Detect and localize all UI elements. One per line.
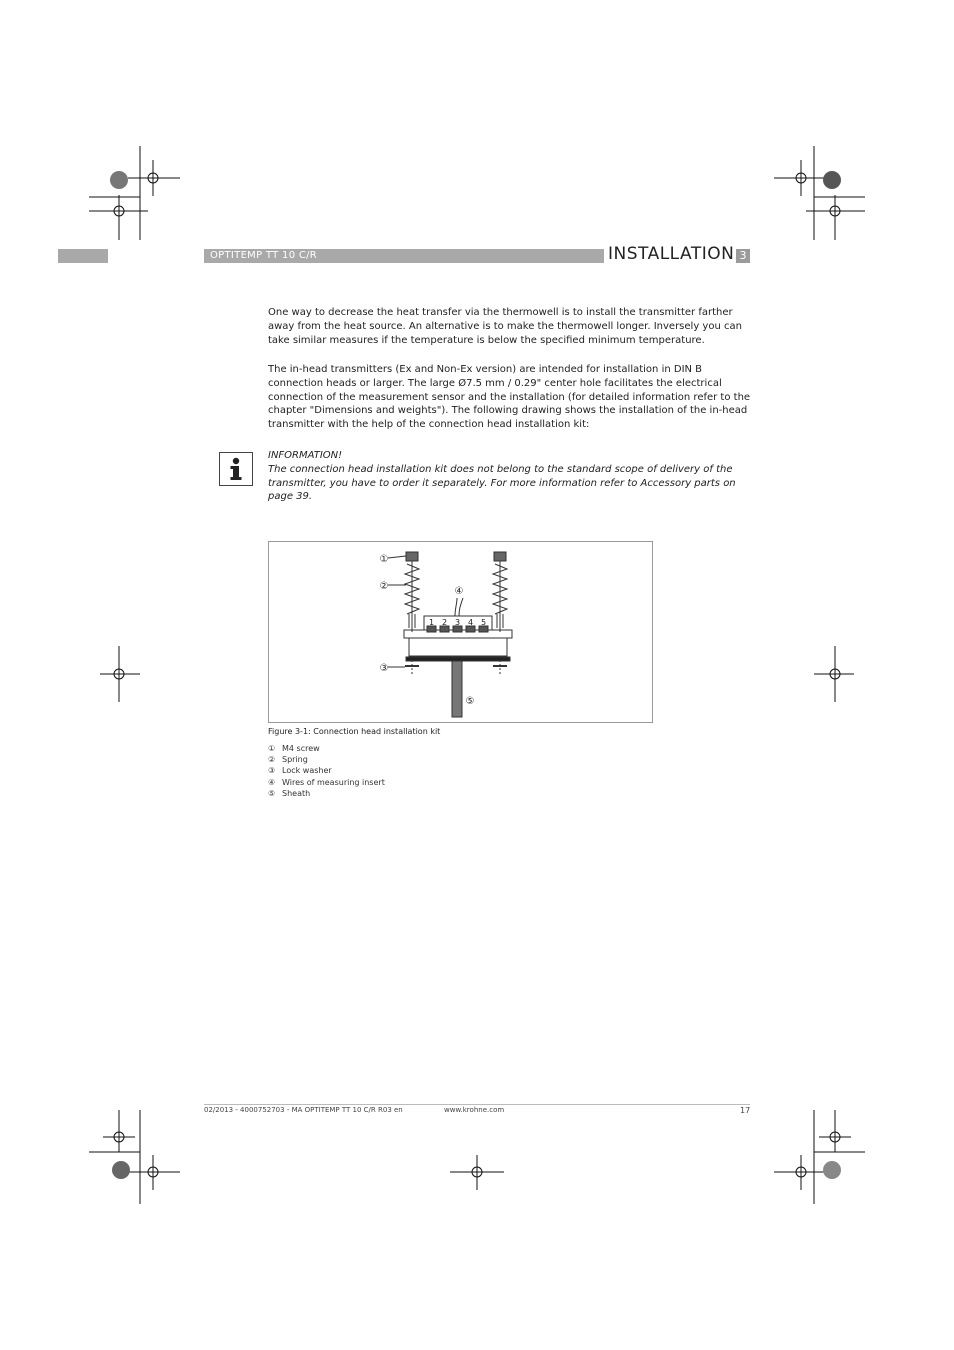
installation-kit-drawing [269,542,652,722]
info-title: INFORMATION! [268,450,343,461]
paragraph-1: One way to decrease the heat transfer via the thermowell is to install the transmitter farther away from the heat source. An alternative is to make the thermowell longer. Inversely you can take similar measures if the temperature is below the specified minimum temperature. [268,307,742,346]
footer-website[interactable]: www.krohne.com [444,1106,505,1114]
figure-frame [268,541,653,723]
callout-4: ④ [454,586,464,597]
legend-item [268,777,385,788]
callout-2: ② [379,581,389,592]
legend-item [268,765,385,776]
legend-label: Wires of measuring insert [282,777,385,787]
legend-label: Lock washer [282,766,332,776]
footer-doc-id: 02/2013 - 4000752703 - MA OPTITEMP TT 10 C/R R03 en [204,1106,403,1114]
callout-3: ③ [379,663,389,674]
figure-caption: Figure 3-1: Connection head installation kit [268,727,441,736]
legend-item [268,788,385,799]
legend-label: Spring [282,755,308,765]
legend-label: M4 screw [282,744,320,753]
legend-label: Sheath [282,788,311,798]
header-section-number: 3 [736,249,750,263]
legend-number: ① [268,744,276,753]
terminal-label: 1 [428,618,435,627]
header-section-title: INSTALLATION [608,244,735,264]
figure-legend [268,743,385,799]
info-icon [219,452,253,486]
header-product-name: OPTITEMP TT 10 C/R [210,250,318,261]
legend-item [268,743,385,754]
callout-1: ① [379,554,389,565]
footer-rule [204,1104,750,1105]
terminal-label: 2 [441,618,448,627]
callout-5: ⑤ [465,696,475,707]
footer-page-number: 17 [740,1106,751,1115]
legend-number: ② [268,755,276,765]
legend-number: ④ [268,777,276,787]
terminal-label: 3 [454,618,461,627]
terminal-label: 4 [467,618,474,627]
header-bar-left [58,249,108,263]
info-note [268,449,748,504]
info-body: The connection head installation kit does not belong to the standard scope of delivery of the transmitter, you have to order it separately. For more information refer to Accessory parts on page 39. [268,463,736,503]
legend-number: ③ [268,766,276,776]
legend-item [268,754,385,765]
terminal-label: 5 [480,618,487,627]
paragraph-2: The in-head transmitters (Ex and Non-Ex version) are intended for installation in DIN B connection heads or larger. The large Ø7.5 mm / 0.29" center hole facilitates the electrical connection of the measurement sensor and the installation (for detailed information refer to the chapter "Dimensions and weights"). The following drawing shows the installation of the in-head transmitter with the help of the connection head installation kit: [268,364,751,431]
legend-number: ⑤ [268,788,276,798]
